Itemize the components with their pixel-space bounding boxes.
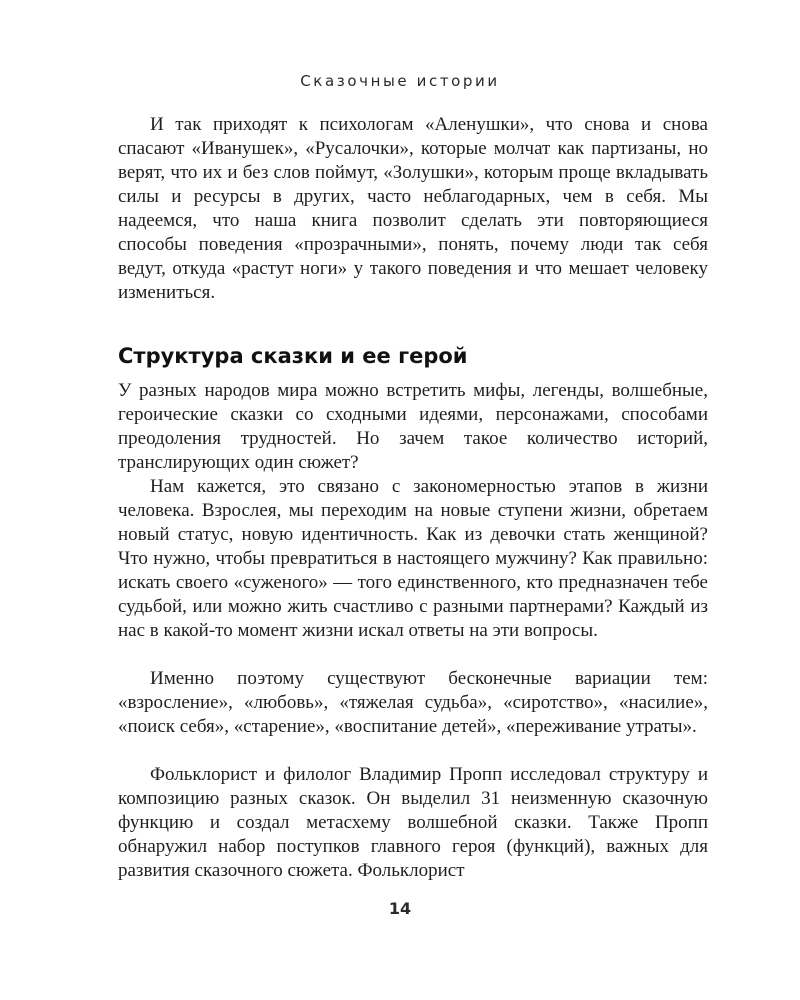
- running-head: Сказочные истории: [300, 72, 500, 90]
- section-heading: Структура сказки и ее герой: [118, 344, 468, 368]
- intro-paragraph: И так приходят к психологам «Аленушки», что снова и снова спасают «Иванушек», «Русалочки», которые молчат как партизаны, но верят, что их и без слов поймут, «Золушки», которым проще вкладывать силы и ресурсы в других, часто неблагодарных, чем в себя. Мы надеемся, что наша книга позволит сделать эти повторяющиеся способы поведения «прозрачными», понять, почему люди так себя ведут, откуда «растут ноги» у такого поведения и что мешает человеку измениться.: [118, 114, 708, 303]
- body-paragraph: Именно поэтому существуют бесконечные вариации тем: «взросление», «любовь», «тяжелая судьба», «сиротство», «насилие», «поиск себя», «старение», «воспитание детей», «переживание утраты».: [118, 668, 708, 737]
- body-paragraph: У разных народов мира можно встретить мифы, легенды, волшебные, героические сказки со сходными идеями, персонажами, способами преодоления трудностей. Но зачем такое количество историй, транслирующих один сюжет?: [118, 380, 708, 473]
- body-paragraph: Фольклорист и филолог Владимир Пропп исследовал структуру и композицию разных сказок. Он выделил 31 неизменную сказочную функцию и создал метасхему волшебной сказки. Также Пропп обнаружил набор поступков главного героя (функций), важных для развития сказочного сюжета. Фольклорист: [118, 764, 708, 881]
- body-paragraph: Нам кажется, это связано с закономерностью этапов в жизни человека. Взрослея, мы переходим на новые ступени жизни, обретаем новый статус, новую идентичность. Как из девочки стать женщиной? Что нужно, чтобы превратиться в настоящего мужчину? Как правильно: искать своего «суженого» — того единственного, кто предназначен тебе судьбой, или можно жить счастливо с разными партнерами? Каждый из нас в какой-то момент жизни искал ответы на эти вопросы.: [118, 476, 708, 641]
- page-number: 14: [388, 899, 412, 918]
